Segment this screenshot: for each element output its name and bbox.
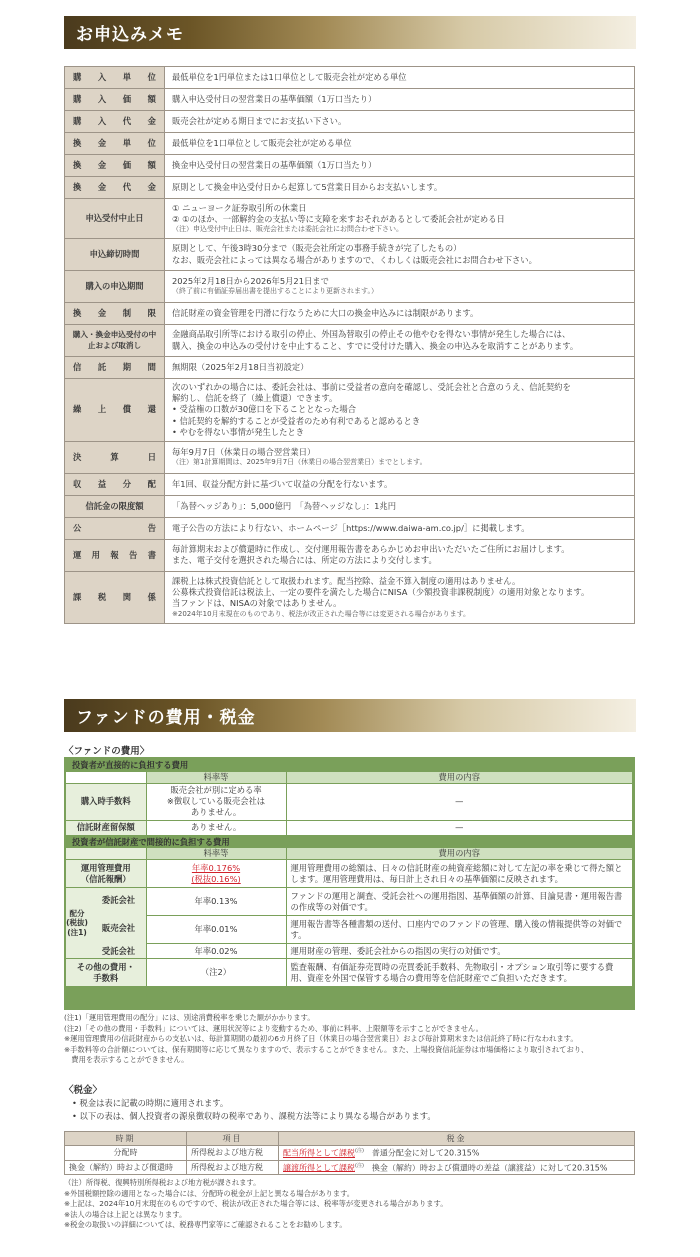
memo-line: 購入、換金の申込みの受付けを中止すること、すでに受付けた購入、換金の申込みを取消すことがあります。 (172, 340, 579, 351)
memo-line: • 信託契約を解約することが受益者のため有利であると認めるとき (172, 415, 421, 426)
memo-key (65, 177, 165, 199)
memo-key-text: 決 算 日 (73, 451, 156, 462)
memo-key (65, 199, 165, 239)
memo-value (165, 133, 635, 155)
memo-line: 原則として換金申込受付日から起算して5営業日目からお支払いします。 (172, 181, 443, 192)
memo-key (65, 357, 165, 379)
memo-value (165, 539, 635, 571)
memo-row (65, 325, 635, 357)
memo-value (165, 177, 635, 199)
fee-table-box (64, 757, 635, 1010)
memo-key-text: 収 益 分 配 (73, 478, 156, 489)
memo-row (65, 357, 635, 379)
memo-key-text: 換 金 単 位 (73, 137, 156, 148)
memo-line: • 受益権の口数が30億口を下ることとなった場合 (172, 404, 357, 415)
memo-key-text: 運 用 報 告 書 (73, 549, 156, 560)
tax-header-item: 項目 (187, 1132, 279, 1146)
mgmt-fee-label: 運用管理費用 （信託報酬） (66, 860, 146, 888)
memo-key-text: 購 入 価 額 (73, 93, 156, 104)
memo-note: （注）申込受付中止日は、販売会社または委託会社にお問合わせ下さい。 (172, 224, 403, 233)
memo-line: 最低単位を1円単位または1口単位として販売会社が定める単位 (172, 71, 407, 82)
alloc-content: ファンドの運用と調査、受託会社への運用指図、基準価額の計算、目論見書・運用報告書の作成等の対価です。 (286, 888, 633, 916)
memo-key-text: 申込受付中止日 (85, 212, 144, 223)
memo-table (64, 66, 635, 624)
memo-value (165, 517, 635, 539)
memo-line: 毎年9月7日（休業日の場合翌営業日） (172, 447, 316, 458)
memo-key-text: 課 税 関 係 (73, 591, 156, 602)
fee-notes: (注1)「運用管理費用の配分」には、別途消費税率を乗じた額がかかります。 (注2)「その他の費用・手数料」については、運用状況等により変動するため、事前に料率、上限額等を示すことができません。 ※運用管理費用の信託財産からの支払いは、毎計算期間の最初の6カ月終了日（休業日の場合翌営業日）および毎計算期末または信託終了時に行なわれます。 ※手数料等の合計額については、保有期間等に応じて異なりますので、表示することができません。また、上場投資信託証券は市場価格により取引されており、 費用を表示することができません。 (64, 1013, 589, 1065)
memo-value (165, 111, 635, 133)
memo-key (65, 473, 165, 495)
alloc-rate: 年率0.13% (194, 896, 238, 907)
memo-key-text: 申込締切時間 (89, 248, 140, 259)
col-header-rate: 料率等 (146, 848, 286, 859)
memo-row (65, 239, 635, 271)
tax-notes: （注）所得税、復興特別所得税および地方税が課されます。 ※外国税額控除の適用となった場合には、分配時の税金が上記と異なる場合があります。 ※上記は、2024年10月末現在のものですので、税法が改正された場合等には、税率等が変更される場合があります。 ※法人の場合は上記とは異なります。 ※税金の取扱いの詳細については、税務専門家等にご確認されることをお勧めします。 (64, 1178, 448, 1230)
memo-key (65, 571, 165, 623)
memo-key (65, 89, 165, 111)
memo-line: 課税上は株式投資信託として取扱われます。配当控除、益金不算入制度の適用はありません。 (172, 575, 521, 586)
memo-key-text: 公 告 (73, 522, 156, 533)
alloc-name: 委託会社 (101, 895, 136, 906)
memo-key (65, 133, 165, 155)
memo-row (65, 199, 635, 239)
direct-cost-bar: 投資者が直接的に負担する費用 (66, 759, 633, 772)
memo-line: 販売会社が定める期日までにお支払い下さい。 (172, 115, 347, 126)
section-title: お申込みメモ (76, 25, 184, 45)
memo-value (165, 495, 635, 517)
memo-value (165, 571, 635, 623)
memo-row (65, 571, 635, 623)
alloc-content: 運用財産の管理、委託会社からの指図の実行の対価です。 (286, 944, 633, 959)
memo-value (165, 379, 635, 442)
mgmt-fee-rate: 年率0.176% (税抜0.16%) (146, 860, 286, 888)
other-fee-label: その他の費用・ 手数料 (66, 959, 146, 987)
memo-line: なお、販売会社によっては異なる場合がありますので、くわしくは販売会社にお問合わせ下さい。 (172, 254, 537, 265)
memo-row (65, 495, 635, 517)
memo-key-text: 繰 上 償 還 (73, 404, 156, 415)
memo-key (65, 111, 165, 133)
tax-bullets: • 税金は表に記載の時期に適用されます。 • 以下の表は、個人投資者の源泉徴収時の税率であり、課税方法等により異なる場合があります。 (72, 1098, 436, 1122)
memo-key (65, 67, 165, 89)
retention-label: 信託財産留保額 (66, 820, 146, 835)
section-header-memo (64, 16, 636, 49)
memo-key-text: 信 託 期 間 (73, 361, 156, 372)
memo-value (165, 67, 635, 89)
tax-value: 譲渡所得として課税$^{(注)}$ 換金（解約）時および償還時の差益（譲渡益）に対して20.315% (279, 1160, 635, 1175)
memo-line: 公募株式投資信託は税法上、一定の要件を満たした場合にNISA（少額投資非課税制度）の適用対象となります。 (172, 587, 590, 598)
other-fee-rate: （注2） (146, 959, 286, 987)
fee-table (66, 759, 633, 987)
memo-key (65, 539, 165, 571)
memo-line: また、電子交付を選択された場合には、所定の方法により交付します。 (172, 555, 437, 566)
alloc-rate: 年率0.02% (194, 945, 238, 956)
memo-line: 年1回、収益分配方針に基づいて収益の分配を行ないます。 (172, 478, 393, 489)
section-header-fees (64, 699, 636, 732)
tax-header-period: 時期 (65, 1132, 187, 1146)
purchase-fee-rate: 販売会社が別に定める率 ※徴収している販売会社は ありません。 (146, 783, 286, 820)
memo-row (65, 517, 635, 539)
fee-subtitle: 〈ファンドの費用〉 (64, 746, 150, 757)
purchase-fee-content: — (286, 783, 633, 820)
memo-key-text: 購入・換金申込受付の中止および取消し (72, 330, 157, 350)
memo-line: 2025年2月18日から2026年5月21日まで (172, 276, 329, 287)
memo-row (65, 473, 635, 495)
memo-key (65, 441, 165, 473)
retention-content: — (286, 820, 633, 835)
memo-line: 解約し、信託を終了（繰上償還）できます。 (172, 393, 338, 404)
memo-row (65, 271, 635, 303)
col-header-content: 費用の内容 (286, 848, 633, 859)
purchase-fee-label: 購入時手数料 (66, 783, 146, 820)
memo-line: 原則として、午後3時30分まで（販売会社所定の事務手続きが完了したもの） (172, 243, 462, 254)
memo-note: （注）第1計算期間は、2025年9月7日（休業日の場合翌営業日）までとします。 (172, 458, 427, 467)
tax-period: 換金（解約）時および償還時 (65, 1160, 187, 1175)
memo-key (65, 517, 165, 539)
memo-line: ② ①のほか、一部解約金の支払い等に支障を来すおそれがあるとして委託会社が定める日 (172, 213, 505, 224)
memo-row (65, 133, 635, 155)
tax-value: 配当所得として課税$^{(注)}$ 普通分配金に対して20.315% (279, 1146, 635, 1161)
memo-line: 当ファンドは、NISAの対象ではありません。 (172, 598, 342, 609)
memo-key-text: 購 入 単 位 (73, 71, 156, 82)
memo-key-text: 購 入 代 金 (73, 115, 156, 126)
tax-header-tax: 税金 (279, 1132, 635, 1146)
tax-item: 所得税および地方税 (187, 1146, 279, 1161)
memo-note: （終了前に有価証券届出書を提出することにより更新されます。） (172, 287, 378, 296)
memo-line: 電子公告の方法により行ない、ホームページ［https://www.daiwa-am.co.jp/］に掲載します。 (172, 522, 530, 533)
memo-key (65, 155, 165, 177)
memo-key-text: 信託金の限度額 (85, 500, 144, 511)
memo-line: 換金申込受付日の翌営業日の基準価額（1万口当たり） (172, 159, 377, 170)
memo-key (65, 239, 165, 271)
memo-key (65, 271, 165, 303)
memo-value (165, 303, 635, 325)
retention-rate: ありません。 (146, 820, 286, 835)
alloc-name: 販売会社 (101, 923, 136, 934)
memo-value (165, 473, 635, 495)
memo-key-text: 購入の申込期間 (85, 280, 144, 291)
memo-value (165, 239, 635, 271)
memo-row (65, 177, 635, 199)
memo-row (65, 539, 635, 571)
tax-item: 所得税および地方税 (187, 1160, 279, 1175)
memo-value (165, 325, 635, 357)
memo-value (165, 199, 635, 239)
memo-row (65, 67, 635, 89)
col-header-rate: 料率等 (146, 772, 286, 783)
memo-line: 購入申込受付日の翌営業日の基準価額（1万口当たり） (172, 93, 377, 104)
mgmt-fee-content: 運用管理費用の総額は、日々の信託財産の純資産総額に対して左記の率を乗じて得た額とします。運用管理費用は、毎日計上され日々の基準価額に反映されます。 (286, 860, 633, 888)
memo-key (65, 495, 165, 517)
indirect-cost-bar: 投資者が信託財産で間接的に負担する費用 (66, 835, 633, 848)
memo-line: 金融商品取引所等における取引の停止、外国為替取引の停止その他やむを得ない事情が発生した場合には、 (172, 329, 571, 340)
memo-value (165, 155, 635, 177)
memo-key (65, 303, 165, 325)
memo-line: ① ニューヨーク証券取引所の休業日 (172, 202, 307, 213)
memo-row (65, 379, 635, 442)
tax-period: 分配時 (65, 1146, 187, 1161)
memo-row (65, 441, 635, 473)
alloc-content: 運用報告書等各種書類の送付、口座内でのファンドの管理、購入後の情報提供等の対価です。 (286, 916, 633, 944)
memo-value (165, 441, 635, 473)
memo-value (165, 89, 635, 111)
tax-subtitle: 〈税金〉 (64, 1085, 103, 1096)
alloc-rate: 年率0.01% (194, 924, 238, 935)
memo-line: 無期限（2025年2月18日当初設定） (172, 361, 309, 372)
memo-key-text: 換 金 価 額 (73, 159, 156, 170)
alloc-label: 配分 (税抜) (注1) (66, 908, 88, 937)
memo-row (65, 155, 635, 177)
memo-line: • やむを得ない事情が発生したとき (172, 426, 304, 437)
alloc-name: 受託会社 (101, 946, 136, 957)
memo-line: 最低単位を1口単位として販売会社が定める単位 (172, 137, 352, 148)
memo-note: ※2024年10月末現在のものであり、税法が改正された場合等には変更される場合があります。 (172, 609, 471, 618)
memo-row (65, 111, 635, 133)
memo-value (165, 271, 635, 303)
memo-key (65, 325, 165, 357)
memo-line: 次のいずれかの場合には、委託会社は、事前に受益者の意向を確認し、受託会社と合意のうえ、信託契約を (172, 382, 571, 392)
memo-line: 信託財産の資金管理を円滑に行なうために大口の換金申込みには制限があります。 (172, 307, 479, 318)
col-header-content: 費用の内容 (286, 772, 633, 783)
other-fee-content: 監査報酬、有価証券売買時の売買委託手数料、先物取引・オプション取引等に要する費用、資産を外国で保管する場合の費用等を信託財産でご負担いただきます。 (286, 959, 633, 987)
memo-row (65, 303, 635, 325)
memo-line: 毎計算期末および償還時に作成し、交付運用報告書をあらかじめお申出いただいたご住所にお届けします。 (172, 544, 570, 555)
memo-key (65, 379, 165, 442)
memo-line: 「為替ヘッジあり」：5,000億円 「為替ヘッジなし」：1兆円 (172, 500, 397, 511)
memo-row (65, 89, 635, 111)
section-title: ファンドの費用・税金 (76, 708, 256, 728)
memo-key-text: 換 金 制 限 (73, 307, 156, 318)
tax-table (64, 1131, 635, 1175)
memo-key-text: 換 金 代 金 (73, 181, 156, 192)
memo-value (165, 357, 635, 379)
